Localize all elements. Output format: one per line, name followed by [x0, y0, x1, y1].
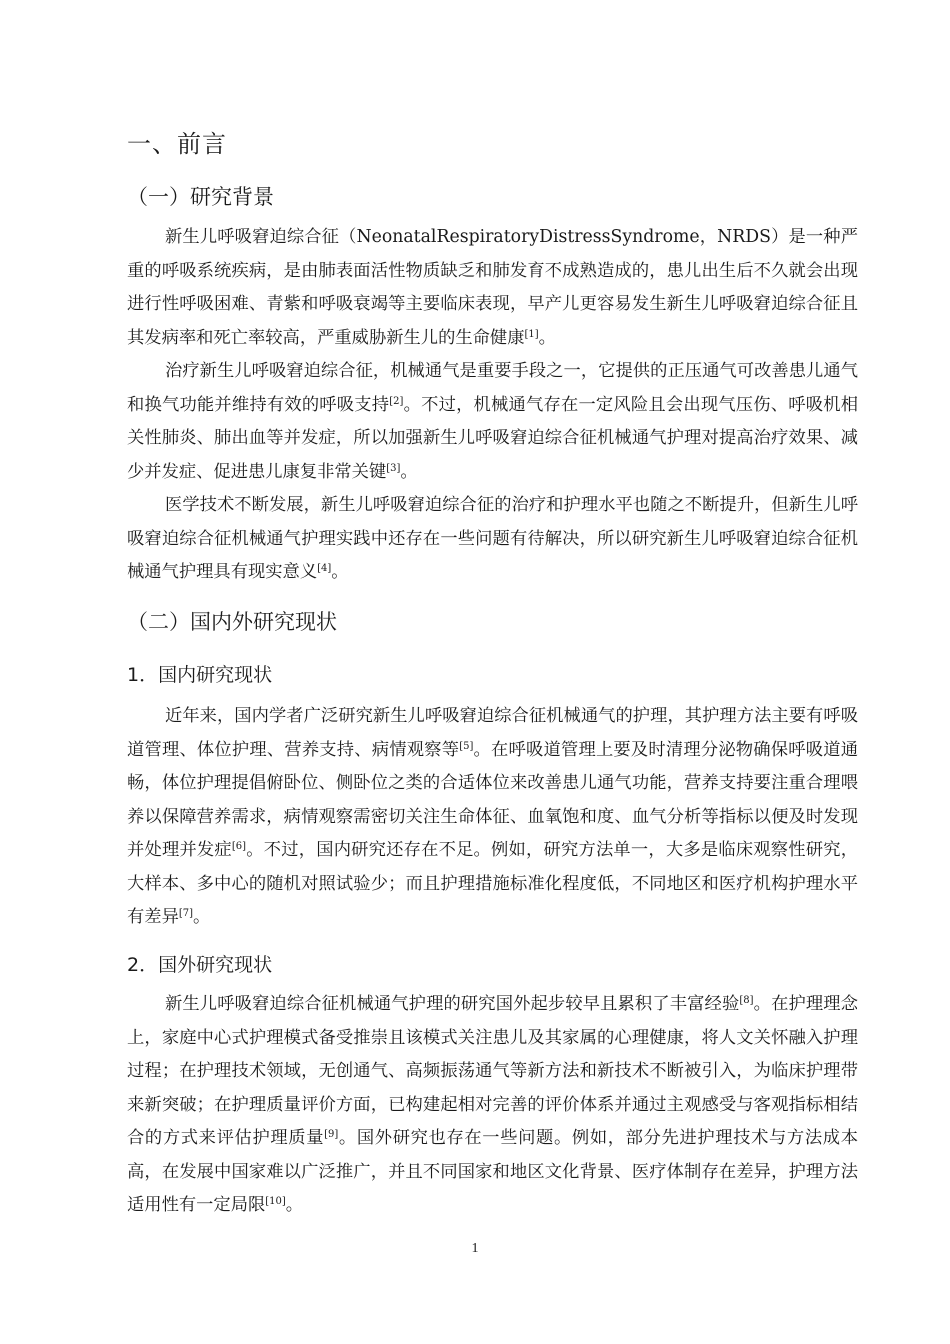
paragraph-text: 新生儿呼吸窘迫综合征机械通气护理的研究国外起步较早且累积了丰富经验: [165, 994, 740, 1014]
citation-ref: [4]: [317, 563, 332, 574]
paragraph-international: [127, 988, 858, 1223]
subsection-heading-international: 2．国外研究现状: [127, 954, 273, 976]
paragraph-tail: 。: [331, 562, 349, 582]
citation-ref: [3]: [386, 462, 401, 474]
chapter-heading: 一、前言: [127, 130, 227, 158]
citation-ref: [6]: [231, 841, 247, 852]
paragraph-tail: 。: [400, 461, 418, 482]
paragraph-tail: 。: [538, 327, 556, 348]
section-heading-background: （一）研究背景: [127, 185, 274, 209]
paragraph-text: 。在护理理念上，家庭中心式护理模式备受推崇且该模式关注患儿及其家属的心理健康，将人文关怀融入护理过程；在护理技术领域，无创通气、高频振荡通气等新方法和新技术不断被引入，为临床护理带来新突破；在护理质量评价方面，已构建起相对完善的评价体系并通过主观感受与客观指标相结合的方式来评估护理质量: [127, 994, 858, 1148]
subsection-heading-domestic: 1．国内研究现状: [127, 664, 273, 686]
paragraph-text: 。国外研究也存在一些问题。例如，部分先进护理技术与方法成本高，在发展中国家难以广泛推广，并且不同国家和地区文化背景、医疗体制存在差异，护理方法适用性有一定局限: [127, 1128, 858, 1215]
citation-ref: [1]: [524, 328, 539, 340]
paragraph-text: 新生儿呼吸窘迫综合征（NeonatalRespiratoryDistressSyndrome，NRDS）是一种严重的呼吸系统疾病，是由肺表面活性物质缺乏和肺发育不成熟造成的，患儿出生后不久就会出现进行性呼吸困难、青紫和呼吸衰竭等主要临床表现，早产儿更容易发生新生儿呼吸窘迫综合征且其发病率和死亡率较高，严重威胁新生儿的生命健康: [127, 227, 858, 348]
page-number: 1: [471, 1241, 479, 1256]
section-heading-research-status: （二）国内外研究现状: [127, 610, 337, 634]
paragraph-text: 近年来，国内学者广泛研究新生儿呼吸窘迫综合征机械通气的护理，其护理方法主要有呼吸道管理、体位护理、营养支持、病情观察等: [127, 706, 858, 760]
paragraph-text: 。在呼吸道管理上要及时清理分泌物确保呼吸道通畅，体位护理提倡俯卧位、侧卧位之类的合适体位来改善患儿通气功能，营养支持要注重合理喂养以保障营养需求，病情观察需密切关注生命体征、血氧饱和度、血气分析等指标以便及时发现并处理并发症: [127, 739, 858, 860]
citation-ref: [2]: [389, 395, 404, 407]
paragraph-tail: 。: [285, 1195, 304, 1215]
paragraph-text: 。不过，国内研究还存在不足。例如，研究方法单一，大多是临床观察性研究，大样本、多中心的随机对照试验少；而且护理措施标准化程度低，不同地区和医疗机构护理水平有差异: [127, 840, 858, 927]
paragraph-tail: 。: [193, 907, 211, 927]
paragraph-text: 。不过，机械通气存在一定风险且会出现气压伤、呼吸机相关性肺炎、肺出血等并发症，所以加强新生儿呼吸窘迫综合征机械通气护理对提高治疗效果、减少并发症、促进患儿康复非常关键: [127, 394, 858, 482]
citation-ref: [9]: [324, 1129, 339, 1140]
citation-ref: [5]: [459, 740, 474, 752]
citation-ref: [10]: [265, 1196, 286, 1207]
paragraph-text: 治疗新生儿呼吸窘迫综合征，机械通气是重要手段之一，它提供的正压通气可改善患儿通气和换气功能并维持有效的呼吸支持: [127, 361, 858, 415]
paragraph-background-1: [127, 221, 858, 355]
paragraph-domestic: [127, 700, 858, 935]
paragraph-background-2: [127, 355, 858, 489]
citation-ref: [7]: [178, 908, 194, 919]
paragraph-background-3: [127, 489, 858, 590]
citation-ref: [8]: [739, 995, 754, 1006]
paragraph-text: 医学技术不断发展，新生儿呼吸窘迫综合征的治疗和护理水平也随之不断提升，但新生儿呼吸窘迫综合征机械通气护理实践中还存在一些问题有待解决，所以研究新生儿呼吸窘迫综合征机械通气护理具有现实意义: [127, 495, 858, 582]
